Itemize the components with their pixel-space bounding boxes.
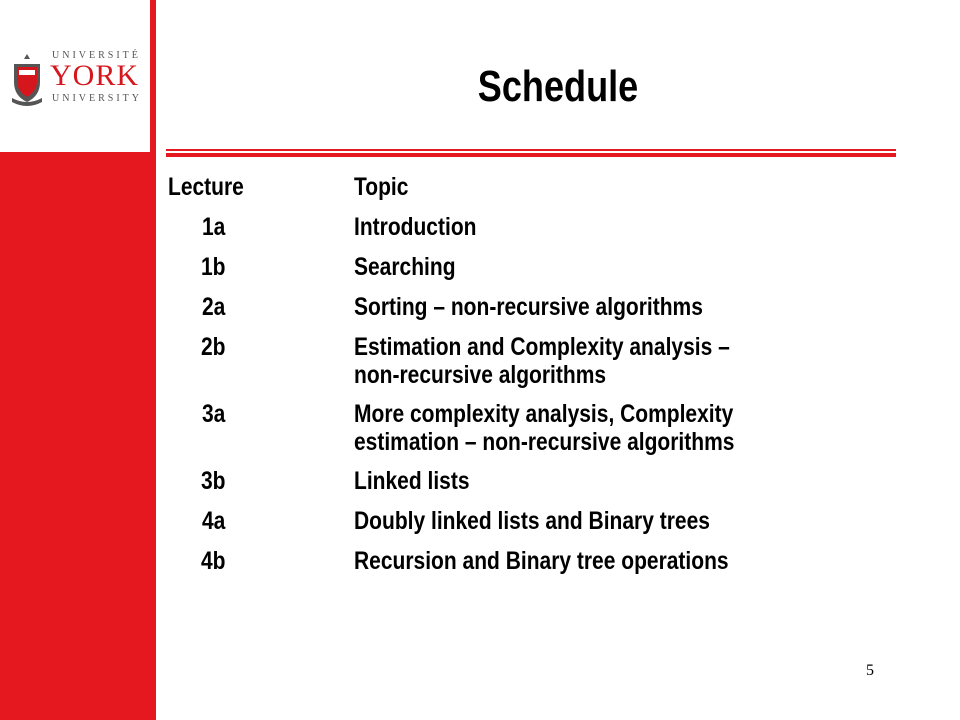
schedule-row: [168, 292, 888, 332]
schedule-table: [168, 172, 888, 586]
sidebar-divider: [150, 0, 156, 152]
logo-top-text: UNIVERSITÉ: [52, 50, 141, 61]
lecture-code: 4b: [201, 547, 226, 575]
schedule-row: [168, 466, 888, 506]
slide-title: Schedule: [477, 62, 639, 111]
schedule-row: [168, 506, 888, 546]
lecture-topic: Estimation and Complexity analysis – non-recursive algorithms: [354, 333, 730, 389]
lecture-code: 2a: [202, 293, 226, 321]
schedule-row: [168, 399, 888, 466]
logo-main-text: YORK: [50, 59, 140, 92]
york-logo: [8, 48, 148, 112]
lecture-topic: Introduction: [354, 213, 477, 241]
topic-header: Topic: [354, 173, 409, 201]
lecture-topic: Sorting – non-recursive algorithms: [354, 293, 703, 321]
lecture-topic: Recursion and Binary tree operations: [354, 547, 729, 575]
lecture-topic: Doubly linked lists and Binary trees: [354, 507, 710, 535]
schedule-header: [168, 172, 888, 212]
lecture-code: 1b: [201, 253, 226, 281]
lecture-header: Lecture: [168, 173, 244, 201]
lecture-code: 4a: [202, 507, 226, 535]
sidebar-red-band: [0, 152, 156, 720]
title-rule-thin: [166, 149, 896, 151]
lecture-code: 3a: [202, 400, 226, 428]
lecture-code: 2b: [201, 333, 226, 361]
crest-icon: [8, 52, 46, 108]
lecture-code: 1a: [202, 213, 226, 241]
schedule-row: [168, 212, 888, 252]
title-rule-thick: [166, 153, 896, 157]
lecture-topic: More complexity analysis, Complexity estimation – non-recursive algorithms: [354, 400, 735, 456]
lecture-code: 3b: [201, 467, 226, 495]
page-number: 5: [866, 662, 874, 679]
lecture-topic: Searching: [354, 253, 456, 281]
lecture-topic: Linked lists: [354, 467, 470, 495]
logo-bottom-text: UNIVERSITY: [52, 93, 142, 104]
schedule-row: [168, 546, 888, 586]
schedule-row: [168, 252, 888, 292]
schedule-row: [168, 332, 888, 399]
